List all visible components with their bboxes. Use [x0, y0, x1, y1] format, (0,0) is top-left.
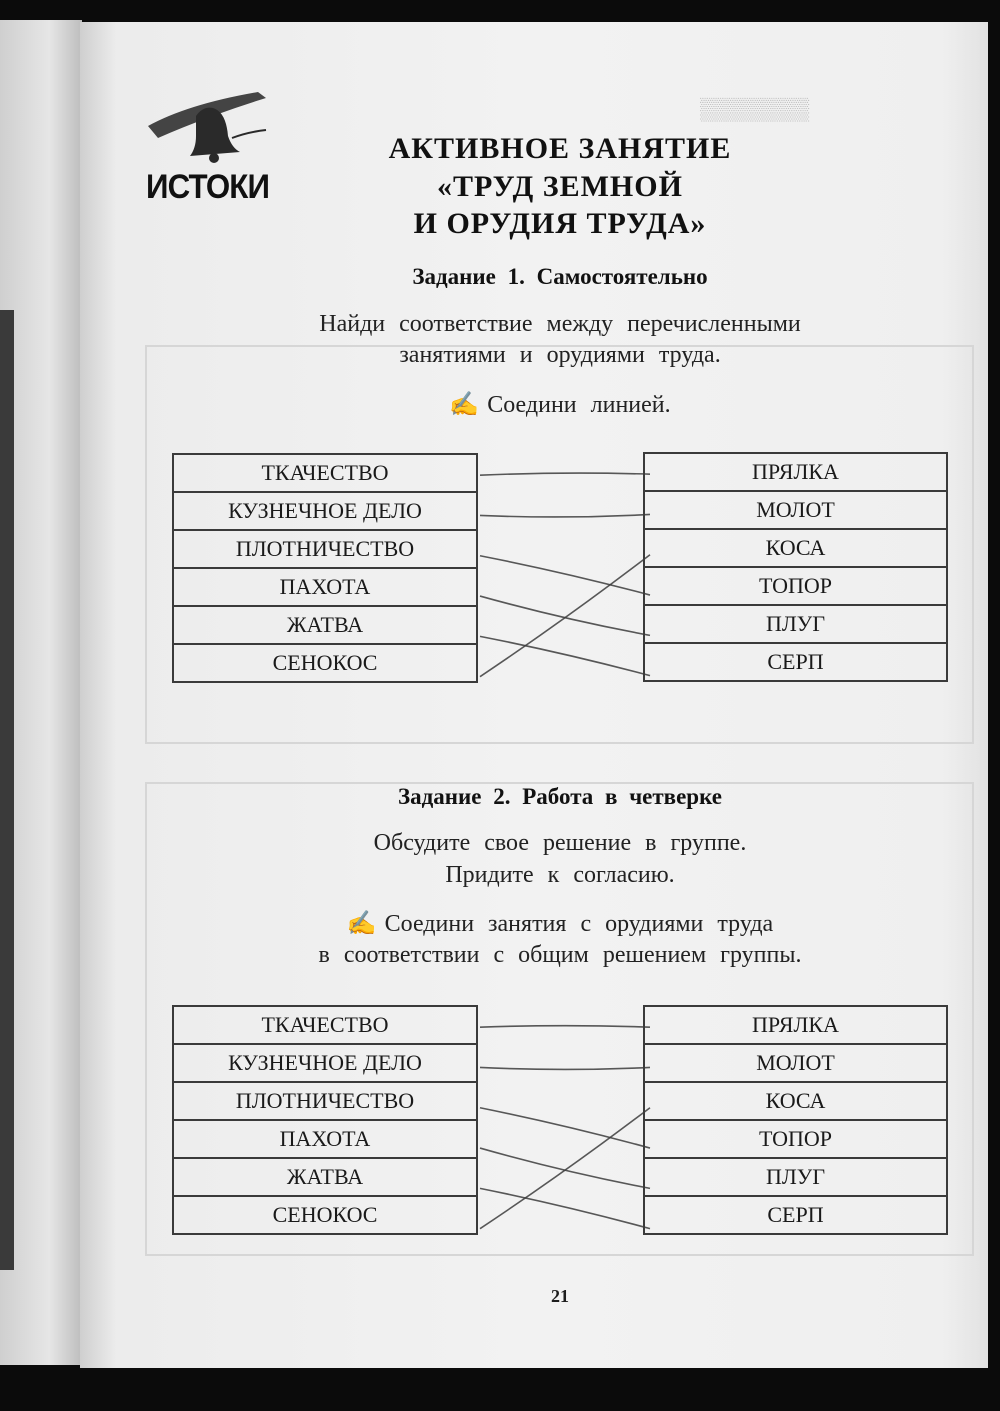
task2-occupation-cell[interactable]: ЖАТВА	[173, 1158, 477, 1196]
task1-tool-cell[interactable]: ПЛУГ	[644, 605, 947, 643]
task2-occupation-cell[interactable]: КУЗНЕЧНОЕ ДЕЛО	[173, 1044, 477, 1082]
task2-tool-cell[interactable]: ПРЯЛКА	[644, 1006, 947, 1044]
pencil-icon: ✍	[346, 911, 377, 937]
task1-tools-table	[643, 452, 948, 682]
task2-occupation-cell[interactable]: ТКАЧЕСТВО	[173, 1006, 477, 1044]
task2-heading: Задание 2. Работа в четверке	[398, 784, 722, 809]
task2-occupation-cell[interactable]: СЕНОКОС	[173, 1196, 477, 1234]
task2-action-text: Соедини занятия с орудиями труда	[384, 911, 774, 937]
task1-tool-cell[interactable]: МОЛОТ	[644, 491, 947, 529]
pencil-icon: ✍	[449, 392, 480, 418]
task2-action-line1	[150, 909, 970, 938]
title-line-1: АКТИВНОЕ ЗАНЯТИЕ	[388, 132, 732, 165]
task2-occupation-cell[interactable]: ПАХОТА	[173, 1120, 477, 1158]
task1-action-text: Соедини линией.	[487, 392, 671, 418]
task2-instruction-line2: Придите к согласию.	[445, 862, 675, 888]
task2-tool-cell[interactable]: ПЛУГ	[644, 1158, 947, 1196]
task1-instruction-line2: занятиями и орудиями труда.	[399, 342, 721, 368]
task1-action	[150, 390, 970, 419]
istoki-logo-text: ИСТОКИ	[146, 168, 270, 206]
task2-tool-cell[interactable]: ТОПОР	[644, 1120, 947, 1158]
task1-tool-cell[interactable]: СЕРП	[644, 643, 947, 681]
task2-instruction-line1: Обсудите свое решение в группе.	[373, 830, 747, 856]
page-edge-shadow	[0, 310, 14, 1270]
task2-tool-cell[interactable]: МОЛОТ	[644, 1044, 947, 1082]
task2-occupations-table	[172, 1005, 478, 1235]
task2-tools-table	[643, 1005, 948, 1235]
task2-action-line2: в соответствии с общим решением группы.	[318, 942, 802, 968]
task1-occupations-table	[172, 453, 478, 683]
page-number: 21	[551, 1286, 569, 1306]
task1-tool-cell[interactable]: ПРЯЛКА	[644, 453, 947, 491]
task1-occupation-cell[interactable]: ПАХОТА	[173, 568, 477, 606]
task1-occupation-cell[interactable]: КУЗНЕЧНОЕ ДЕЛО	[173, 492, 477, 530]
task1-occupation-cell[interactable]: ПЛОТНИЧЕСТВО	[173, 530, 477, 568]
task1-occupation-cell[interactable]: ТКАЧЕСТВО	[173, 454, 477, 492]
task1-tool-cell[interactable]: ТОПОР	[644, 567, 947, 605]
task1-occupation-cell[interactable]: ЖАТВА	[173, 606, 477, 644]
task1-tool-cell[interactable]: КОСА	[644, 529, 947, 567]
bleed-through-text: ▒▒▒▒▒▒▒	[700, 96, 810, 121]
task1-occupation-cell[interactable]: СЕНОКОС	[173, 644, 477, 682]
title-line-2: «ТРУД ЗЕМНОЙ	[437, 170, 683, 203]
title-line-3: И ОРУДИЯ ТРУДА»	[413, 207, 707, 240]
previous-page-edge	[0, 20, 82, 1365]
task2-tool-cell[interactable]: СЕРП	[644, 1196, 947, 1234]
task2-occupation-cell[interactable]: ПЛОТНИЧЕСТВО	[173, 1082, 477, 1120]
task1-heading: Задание 1. Самостоятельно	[412, 264, 708, 289]
task2-tool-cell[interactable]: КОСА	[644, 1082, 947, 1120]
task1-instruction-line1: Найди соответствие между перечисленными	[319, 311, 801, 337]
